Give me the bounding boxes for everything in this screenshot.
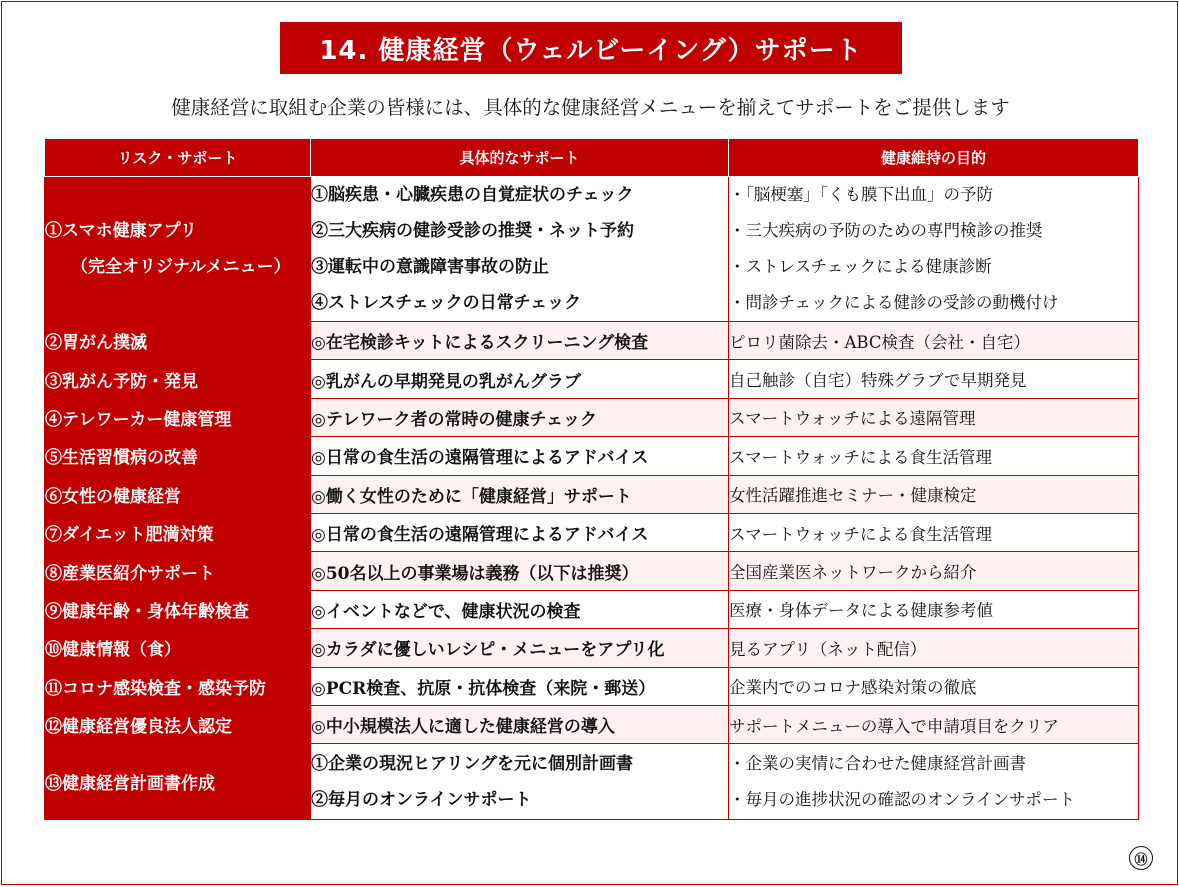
- support-item: ④ストレスチェックの日常チェック: [311, 293, 582, 313]
- support-cell: ◎イベントなどで、健康状況の検査: [311, 590, 729, 628]
- support-cell: [311, 744, 729, 820]
- purpose-item: ・毎月の進捗状況の確認のオンラインサポート: [729, 789, 1076, 809]
- support-cell: ◎50名以上の事業場は義務（以下は推奨）: [311, 552, 729, 590]
- support-cell: [311, 177, 729, 322]
- purpose-cell: [729, 177, 1139, 322]
- table-row: [45, 475, 1139, 513]
- purpose-cell: スマートウォッチによる遠隔管理: [729, 398, 1139, 436]
- table-header-row: [45, 139, 1139, 177]
- risk-cell: ⑩健康情報（食）: [45, 629, 311, 667]
- risk-cell: ②胃がん撲滅: [45, 322, 311, 360]
- risk-cell: ⑦ダイエット肥満対策: [45, 513, 311, 551]
- support-cell: ◎テレワーク者の常時の健康チェック: [311, 398, 729, 436]
- risk-cell: ④テレワーカー健康管理: [45, 398, 311, 436]
- header-risk: リスク・サポート: [45, 139, 311, 177]
- risk-label: ①スマホ健康アプリ: [45, 221, 197, 241]
- support-item: ②毎月のオンラインサポート: [311, 789, 532, 810]
- support-item: ②三大疾病の健診受診の推奨・ネット予約: [311, 221, 634, 241]
- table-row: [45, 629, 1139, 667]
- risk-cell: ⑪コロナ感染検査・感染予防: [45, 667, 311, 705]
- header-support: 具体的なサポート: [311, 139, 729, 177]
- purpose-cell: 自己触診（自宅）特殊グラブで早期発見: [729, 360, 1139, 398]
- support-cell: ◎カラダに優しいレシピ・メニューをアプリ化: [311, 629, 729, 667]
- purpose-item: ・三大疾病の予防のための専門検診の推奨: [729, 221, 1043, 240]
- table-row: [45, 322, 1139, 360]
- support-cell: ◎PCR検査、抗原・抗体検査（来院・郵送）: [311, 667, 729, 705]
- risk-cell: ③乳がん予防・発見: [45, 360, 311, 398]
- purpose-cell: サポートメニューの導入で申請項目をクリア: [729, 705, 1139, 743]
- risk-cell: ⑧産業医紹介サポート: [45, 552, 311, 590]
- page-title: 14. 健康経営（ウェルビーイング）サポート: [280, 22, 902, 74]
- risk-cell: ⑤生活習慣病の改善: [45, 437, 311, 475]
- support-cell: ◎働く女性のために「健康経営」サポート: [311, 475, 729, 513]
- support-cell: ◎在宅検診キットによるスクリーニング検査: [311, 322, 729, 360]
- risk-cell: ⑨健康年齢・身体年齢検査: [45, 590, 311, 628]
- table-row: [45, 437, 1139, 475]
- support-item: ③運転中の意識障害事故の防止: [311, 257, 549, 277]
- page-subtitle: 健康経営に取組む企業の皆様には、具体的な健康経営メニューを揃えてサポートをご提供します: [171, 96, 1010, 119]
- risk-cell: ⑬健康経営計画書作成: [45, 744, 311, 820]
- risk-cell: [45, 177, 311, 322]
- risk-sublabel: （完全オリジナルメニュー）: [71, 257, 291, 277]
- header-purpose: 健康維持の目的: [729, 139, 1139, 177]
- purpose-cell: 女性活躍推進セミナー・健康検定: [729, 475, 1139, 513]
- purpose-cell: 全国産業医ネットワークから紹介: [729, 552, 1139, 590]
- health-menu-table: [44, 138, 1139, 820]
- support-cell: ◎日常の食生活の遠隔管理によるアドバイス: [311, 437, 729, 475]
- support-item: ①企業の現況ヒアリングを元に個別計画書: [311, 753, 633, 774]
- support-cell: ◎日常の食生活の遠隔管理によるアドバイス: [311, 513, 729, 551]
- support-cell: ◎中小規模法人に適した健康経営の導入: [311, 705, 729, 743]
- support-item: ①脳疾患・心臓疾患の自覚症状のチェック: [311, 185, 634, 205]
- purpose-cell: スマートウォッチによる食生活管理: [729, 513, 1139, 551]
- table-row: [45, 590, 1139, 628]
- purpose-cell: スマートウォッチによる食生活管理: [729, 437, 1139, 475]
- table-row: [45, 705, 1139, 743]
- risk-cell: ⑫健康経営優良法人認定: [45, 705, 311, 743]
- purpose-item: ・ストレスチェックによる健康診断: [729, 257, 992, 276]
- table-row: [45, 513, 1139, 551]
- support-cell: ◎乳がんの早期発見の乳がんグラブ: [311, 360, 729, 398]
- table-row: [45, 177, 1139, 322]
- purpose-item: ・問診チェックによる健診の受診の動機付け: [729, 293, 1059, 312]
- purpose-item: ・「脳梗塞」「くも膜下出血」の予防: [729, 185, 993, 204]
- table-row: [45, 667, 1139, 705]
- purpose-item: ・企業の実情に合わせた健康経営計画書: [729, 753, 1026, 773]
- purpose-cell: 医療・身体データによる健康参考値: [729, 590, 1139, 628]
- purpose-cell: [729, 744, 1139, 820]
- page-number: ⑭: [1129, 846, 1153, 870]
- purpose-cell: 見るアプリ（ネット配信）: [729, 629, 1139, 667]
- table-row: [45, 744, 1139, 820]
- table-row: [45, 360, 1139, 398]
- table-row: [45, 398, 1139, 436]
- slide: [1, 1, 1178, 885]
- purpose-cell: ピロリ菌除去・ABC検査（会社・自宅）: [729, 322, 1139, 360]
- risk-cell: ⑥女性の健康経営: [45, 475, 311, 513]
- purpose-cell: 企業内でのコロナ感染対策の徹底: [729, 667, 1139, 705]
- table-row: [45, 552, 1139, 590]
